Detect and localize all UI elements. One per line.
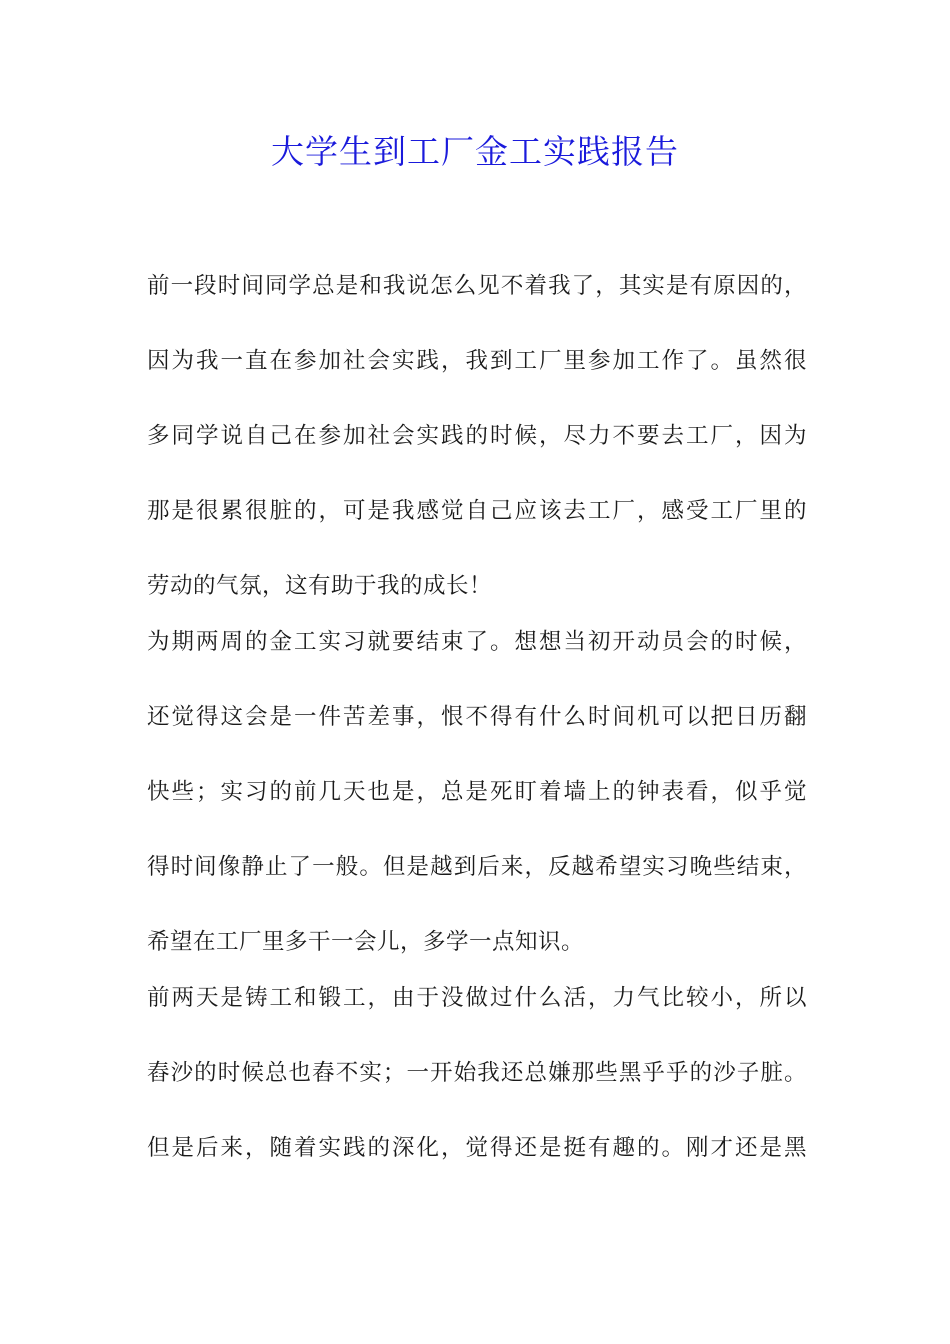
paragraph-line: 多同学说自己在参加社会实践的时候，尽力不要去工厂，因为	[147, 423, 807, 449]
paragraph-line: 劳动的气氛，这有助于我的成长！	[147, 573, 493, 599]
paragraph-line: 还觉得这会是一件苦差事，恨不得有什么时间机可以把日历翻	[147, 704, 807, 730]
paragraph-line: 但是后来，随着实践的深化，觉得还是挺有趣的。刚才还是黑	[147, 1135, 807, 1161]
paragraph-line: 得时间像静止了一般。但是越到后来，反越希望实习晚些结束，	[147, 854, 807, 880]
paragraph-line: 希望在工厂里多干一会儿，多学一点知识。	[147, 929, 585, 955]
paragraph-line: 快些；实习的前几天也是，总是死盯着墙上的钟表看，似乎觉	[147, 779, 807, 805]
paragraph-line: 因为我一直在参加社会实践，我到工厂里参加工作了。虽然很	[147, 348, 807, 374]
document-body	[147, 258, 807, 1195]
paragraph-line: 舂沙的时候总也舂不实；一开始我还总嫌那些黑乎乎的沙子脏。	[147, 1060, 807, 1086]
paragraph-line: 为期两周的金工实习就要结束了。想想当初开动员会的时候，	[147, 629, 807, 655]
document-title: 大学生到工厂金工实践报告	[271, 132, 679, 171]
paragraph-line: 前一段时间同学总是和我说怎么见不着我了，其实是有原因的，	[147, 273, 807, 299]
paragraph-line: 前两天是铸工和锻工，由于没做过什么活，力气比较小，所以	[147, 985, 807, 1011]
paragraph-line: 那是很累很脏的，可是我感觉自己应该去工厂，感受工厂里的	[147, 498, 807, 524]
